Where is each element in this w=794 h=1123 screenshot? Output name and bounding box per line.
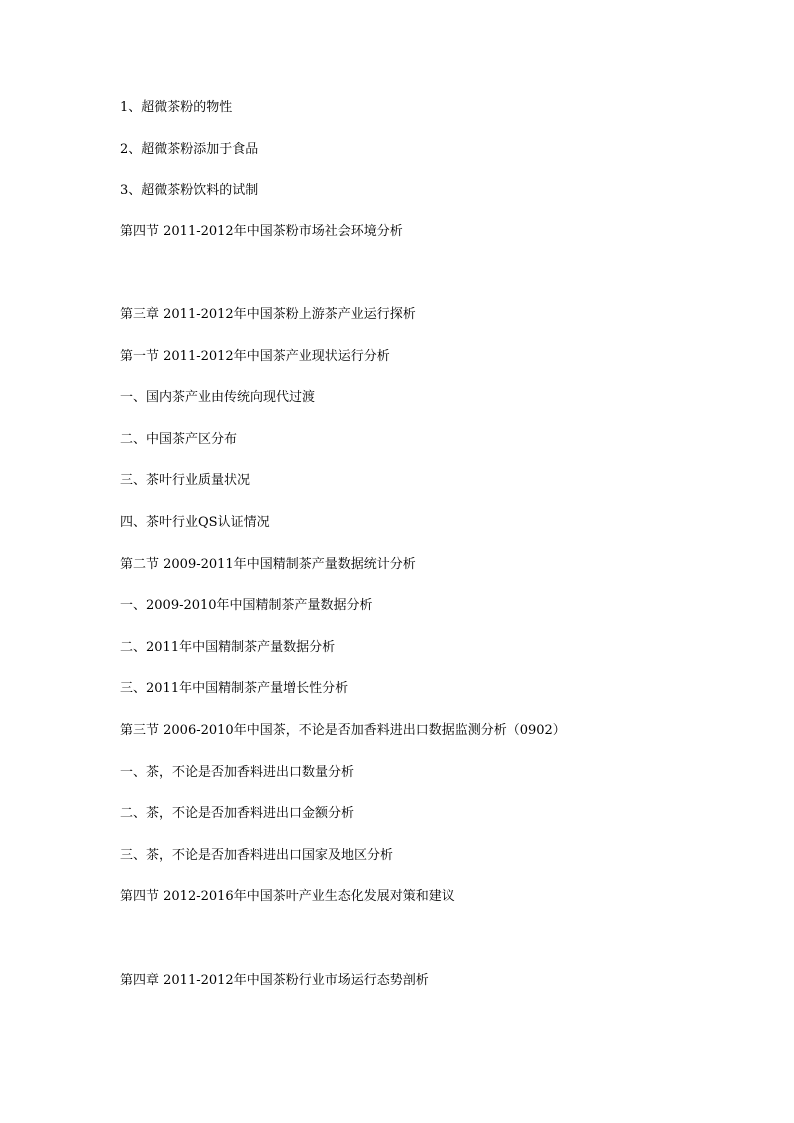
toc-section-heading: 第四节 2011-2012年中国茶粉市场社会环境分析 (120, 224, 403, 239)
toc-line: 四、茶叶行业QS认证情况 (120, 515, 270, 530)
toc-section-heading: 第一节 2011-2012年中国茶产业现状运行分析 (120, 349, 390, 364)
toc-chapter-heading: 第三章 2011-2012年中国茶粉上游茶产业运行探析 (120, 307, 416, 322)
toc-line: 二、2011年中国精制茶产量数据分析 (120, 640, 336, 655)
toc-line: 1、超微茶粉的物性 (120, 100, 233, 115)
toc-line: 一、茶，不论是否加香料进出口数量分析 (120, 765, 355, 780)
toc-line: 二、茶，不论是否加香料进出口金额分析 (120, 806, 355, 821)
toc-line: 三、2011年中国精制茶产量增长性分析 (120, 681, 349, 696)
toc-line: 二、中国茶产区分布 (120, 432, 238, 447)
toc-line: 三、茶叶行业质量状况 (120, 473, 251, 488)
toc-line: 三、茶，不论是否加香料进出口国家及地区分析 (120, 848, 394, 863)
toc-line: 一、国内茶产业由传统向现代过渡 (120, 390, 316, 405)
toc-section-heading: 第三节 2006-2010年中国茶，不论是否加香料进出口数据监测分析（0902） (120, 723, 566, 738)
toc-line: 一、2009-2010年中国精制茶产量数据分析 (120, 598, 373, 613)
toc-section-heading: 第四节 2012-2016年中国茶叶产业生态化发展对策和建议 (120, 889, 455, 904)
toc-chapter-heading: 第四章 2011-2012年中国茶粉行业市场运行态势剖析 (120, 973, 429, 988)
toc-section-heading: 第二节 2009-2011年中国精制茶产量数据统计分析 (120, 557, 416, 572)
toc-line: 2、超微茶粉添加于食品 (120, 142, 259, 157)
toc-line: 3、超微茶粉饮料的试制 (120, 183, 259, 198)
